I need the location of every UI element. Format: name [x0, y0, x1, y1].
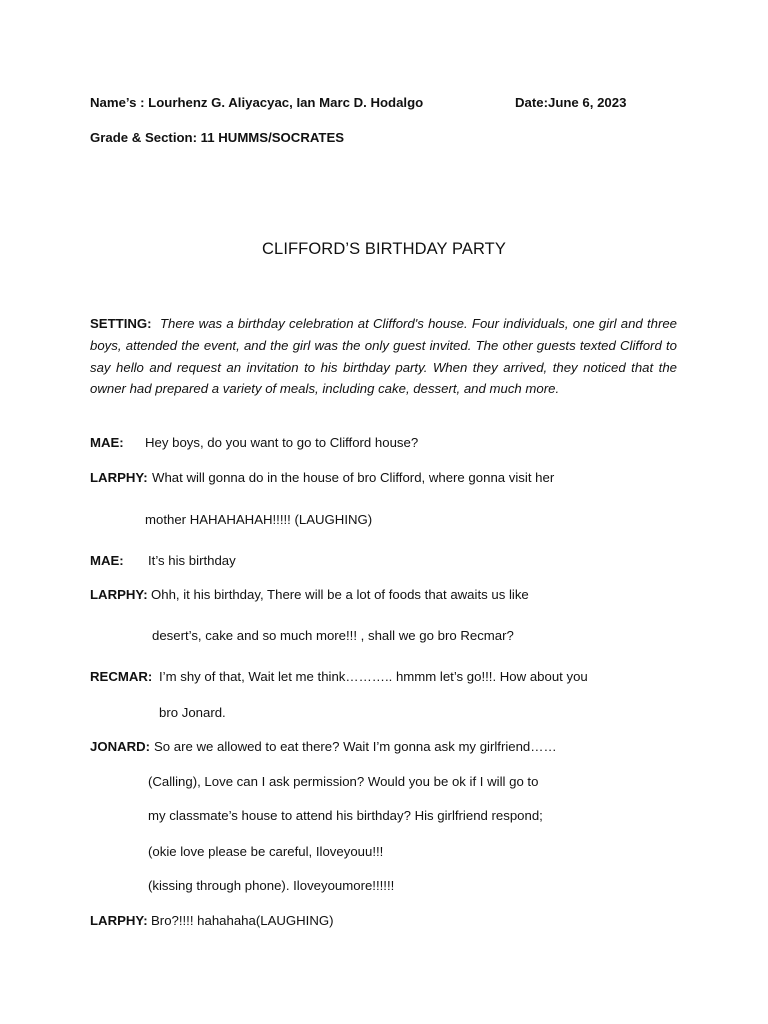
dialogue-line	[90, 469, 148, 487]
names-line	[90, 94, 423, 112]
speaker-label: MAE:	[90, 435, 124, 450]
dialogue-text: So are we allowed to eat there? Wait I’m gonna ask my girlfriend……	[154, 739, 557, 754]
dialogue-line	[90, 434, 124, 452]
dialogue-line	[90, 552, 124, 570]
setting-label: SETTING:	[90, 316, 152, 331]
dialogue-text: I’m shy of that, Wait let me think……….. hmmm let’s go!!!. How about you	[159, 669, 588, 684]
dialogue-line	[90, 586, 148, 604]
date-value: June 6, 2023	[547, 95, 627, 110]
speaker-label: LARPHY:	[90, 913, 148, 928]
speaker-label: JONARD:	[90, 739, 151, 754]
dialogue-text: mother HAHAHAHAH!!!!! (LAUGHING)	[145, 512, 373, 527]
speaker-label: LARPHY:	[90, 587, 148, 602]
dialogue-text: What will gonna do in the house of bro Clifford, where gonna visit her	[152, 470, 555, 485]
dialogue-text: bro Jonard.	[159, 705, 226, 720]
grade-label: Grade & Section:	[90, 130, 197, 145]
dialogue-text: It’s his birthday	[148, 553, 236, 568]
dialogue-text: Hey boys, do you want to go to Clifford house?	[145, 435, 419, 450]
setting-paragraph	[90, 313, 677, 400]
names-value: Lourhenz G. Aliyacyac, Ian Marc D. Hodalgo	[148, 95, 424, 110]
dialogue-line	[90, 912, 148, 930]
dialogue-text: (okie love please be careful, Iloveyouu!!!	[148, 844, 384, 859]
dialogue-text: desert’s, cake and so much more!!! , shall we go bro Recmar?	[152, 628, 514, 643]
dialogue-line	[90, 738, 150, 756]
dialogue-text: Bro?!!!! hahahaha(LAUGHING)	[151, 913, 334, 928]
speaker-label: MAE:	[90, 553, 124, 568]
document-title: CLIFFORD’S BIRTHDAY PARTY	[262, 240, 506, 258]
date-label: Date:	[515, 95, 548, 110]
dialogue-text: (Calling), Love can I ask permission? Would you be ok if I will go to	[148, 774, 539, 789]
dialogue-text: Ohh, it his birthday, There will be a lot of foods that awaits us like	[151, 587, 529, 602]
grade-line	[90, 129, 344, 147]
date-line	[515, 94, 626, 112]
dialogue-line	[90, 668, 152, 686]
dialogue-text: my classmate’s house to attend his birthday? His girlfriend respond;	[148, 808, 543, 823]
grade-value: 11 HUMMS/SOCRATES	[200, 130, 345, 145]
setting-text: There was a birthday celebration at Clifford's house. Four individuals, one girl and three boys, attended the event, and the girl was the only guest invited. The other guests texted Clifford to say hello and request an invitation to his birthday party. When they arrived, they noticed that the owner had prepared a variety of meals, including cake, dessert, and much more.	[90, 316, 678, 397]
dialogue-text: (kissing through phone). Iloveyoumore!!!!!!	[148, 878, 395, 893]
speaker-label: RECMAR:	[90, 669, 153, 684]
speaker-label: LARPHY:	[90, 470, 148, 485]
names-label: Name’s :	[90, 95, 145, 110]
